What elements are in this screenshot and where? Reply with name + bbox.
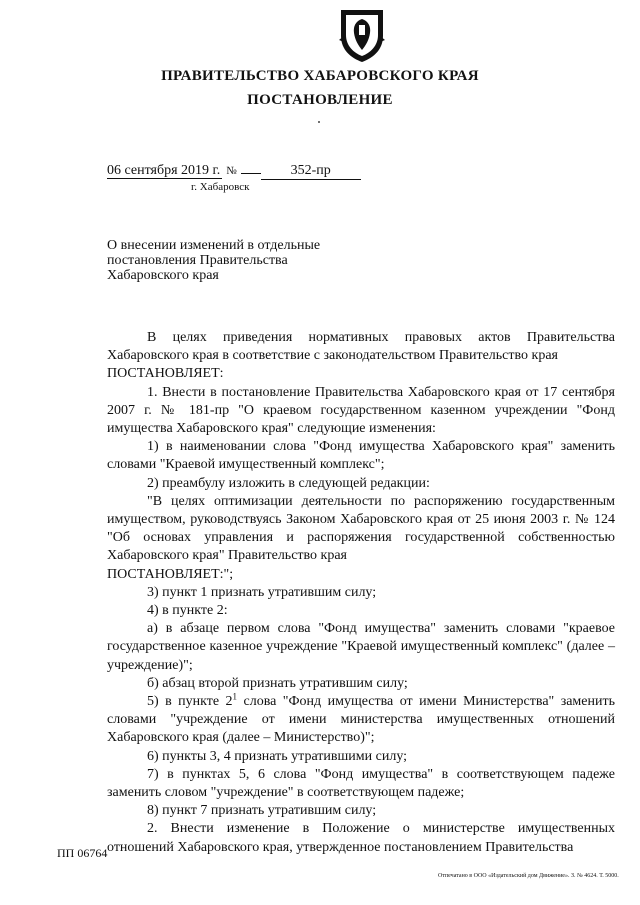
decorative-dot bbox=[318, 121, 320, 123]
paragraph-text: 4) в пункте 2: bbox=[147, 603, 228, 619]
paragraph-text: 5) в пункте 2 bbox=[147, 694, 233, 710]
body-paragraph bbox=[107, 620, 615, 675]
paragraph-text: 8) пункт 7 признать утратившим силу; bbox=[147, 803, 377, 819]
body-paragraph bbox=[107, 675, 615, 693]
body-paragraph bbox=[107, 802, 615, 820]
printer-imprint: Отпечатано в ООО «Издательский дом Движение». З. № 4624. Т. 5000. bbox=[438, 873, 619, 879]
paragraph-text: 2) преамбулу изложить в следующей редакции: bbox=[147, 475, 430, 491]
paragraph-text-after: слова "Фонд имущества от имени Министерства" заменить словами "учреждение от имени министерства имущественных отношений Хабаровского края (далее – Министерство)"; bbox=[107, 694, 615, 746]
paragraph-text: В целях приведения нормативных правовых актов Правительства Хабаровского края в соответствие с законодательством Правительство края bbox=[107, 330, 615, 364]
number-label: № bbox=[226, 165, 237, 177]
government-title: ПРАВИТЕЛЬСТВО ХАБАРОВСКОГО КРАЯ bbox=[161, 68, 479, 84]
body-paragraph bbox=[107, 566, 615, 584]
body-paragraph bbox=[107, 766, 615, 802]
paragraph-text: 1) в наименовании слова "Фонд имущества Хабаровского края" заменить словами "Краевой имущественный комплекс"; bbox=[107, 439, 615, 473]
coat-of-arms-emblem bbox=[337, 6, 387, 64]
paragraph-text: 7) в пунктах 5, 6 слова "Фонд имущества" в соответствующем падеже заменить словом "учреждение" в соответствующем падеже; bbox=[107, 766, 615, 801]
document-type-title: ПОСТАНОВЛЕНИЕ bbox=[247, 92, 393, 108]
body-paragraph bbox=[107, 475, 615, 493]
body-paragraph bbox=[107, 748, 615, 766]
paragraph-text: 1. Внести в постановление Правительства Хабаровского края от 17 сентября 2007 г. № 181-пр "О краевом государственном казенном учреждении "Фонд имущества Хабаровского края" следующие изменения: bbox=[107, 384, 615, 437]
body-paragraph bbox=[107, 584, 615, 602]
document-city: г. Хабаровск bbox=[191, 181, 250, 193]
date-number-line bbox=[107, 163, 361, 180]
paragraph-text: ПОСТАНОВЛЯЕТ: bbox=[107, 366, 224, 382]
body-paragraph bbox=[107, 493, 615, 566]
document-body bbox=[107, 329, 615, 857]
paragraph-text: 6) пункты 3, 4 признать утратившими силу; bbox=[147, 748, 408, 764]
document-subject: О внесении изменений в отдельные постановления Правительства Хабаровского края bbox=[107, 238, 321, 283]
superscript: 1 bbox=[232, 691, 238, 702]
paragraph-text: "В целях оптимизации деятельности по распоряжению государственным имуществом, руководствуясь Законом Хабаровского края от 25 июня 2003 г. № 124 "Об основах управления и распоряжения государственной собственностью Хабаровского края" Правительство края bbox=[107, 493, 615, 564]
paragraph-text: а) в абзаце первом слова "Фонд имущества" заменить словами "краевое государственное казенное учреждение "Краевой имущественный комплекс" (далее – учреждение)"; bbox=[107, 621, 615, 673]
document-number: 352-пр bbox=[261, 163, 361, 180]
body-paragraph bbox=[107, 329, 615, 365]
paragraph-text: 2. Внести изменение в Положение о министерстве имущественных отношений Хабаровского края, утвержденное постановлением Правительства bbox=[107, 821, 615, 855]
paragraph-text: б) абзац второй признать утратившим силу; bbox=[147, 675, 408, 691]
body-paragraph bbox=[107, 602, 615, 620]
body-paragraph bbox=[107, 820, 615, 856]
body-paragraph bbox=[107, 693, 615, 748]
paragraph-text: ПОСТАНОВЛЯЕТ:"; bbox=[107, 566, 234, 582]
body-paragraph bbox=[107, 438, 615, 474]
number-underline bbox=[241, 173, 261, 174]
document-date: 06 сентября 2019 г. bbox=[107, 163, 221, 178]
body-paragraph bbox=[107, 365, 615, 383]
body-paragraph bbox=[107, 384, 615, 439]
document-code: ПП 06764 bbox=[57, 846, 108, 860]
paragraph-text: 3) пункт 1 признать утратившим силу; bbox=[147, 584, 377, 600]
